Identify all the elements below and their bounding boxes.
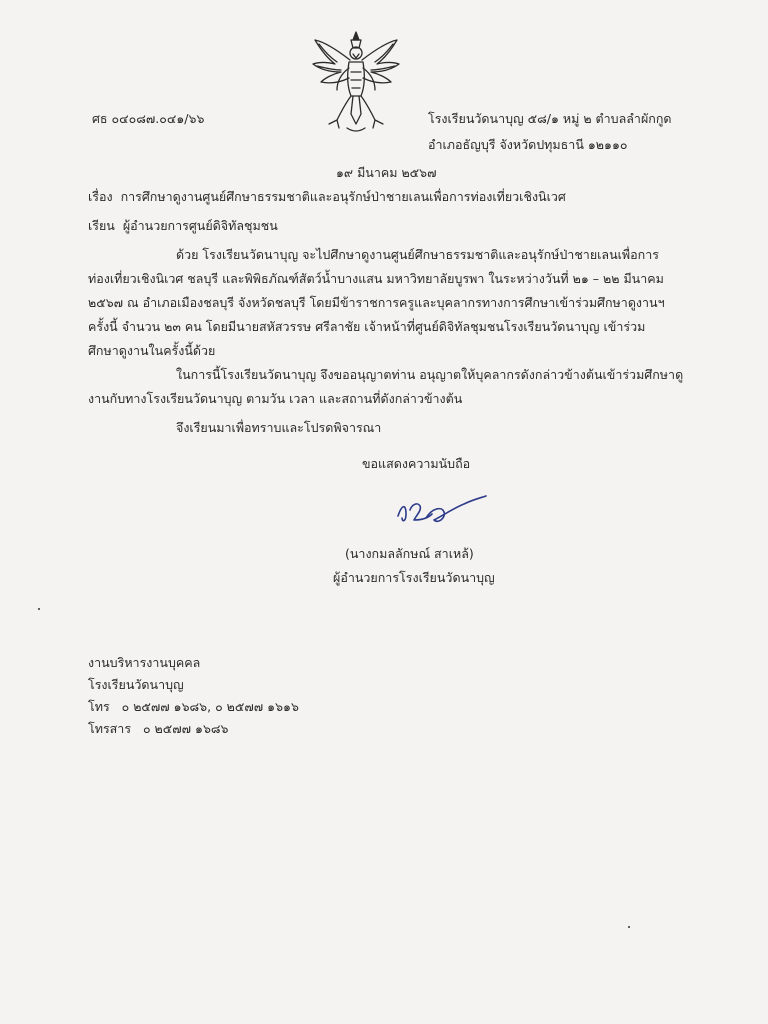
subject-label: เรื่อง: [88, 189, 113, 204]
recipient-line: [88, 217, 278, 235]
footer-fax: [88, 720, 228, 738]
body-paragraph1-line: ด้วย โรงเรียนวัดนาบุญ จะไปศึกษาดูงานศูนย์ศึกษาธรรมชาติและอนุรักษ์ป่าชายเลนเพื่อการ: [176, 247, 659, 262]
letter-date: ๑๙ มีนาคม ๒๕๖๗: [336, 165, 437, 180]
signer-name: (นางกมลลักษณ์ สาเหล้): [345, 546, 474, 561]
subject-line: [88, 188, 566, 206]
body-paragraph1-line: ศึกษาดูงานในครั้งนี้ด้วย: [88, 343, 216, 358]
telephone-number: ๐ ๒๕๗๗ ๑๖๘๖, ๐ ๒๕๗๗ ๑๖๑๖: [121, 699, 299, 714]
signer-position: ผู้อำนวยการโรงเรียนวัดนาบุญ: [333, 570, 495, 585]
body-paragraph1-line: ท่องเที่ยวเชิงนิเวศ ชลบุรี และพิพิธภัณฑ์สัตว์น้ำบางแสน มหาวิทยาลัยบูรพา ในระหว่างวันที่ ๒๑ – ๒๒ มีนาคม: [88, 271, 664, 286]
telephone-label: โทร: [88, 699, 110, 714]
handwritten-signature: [392, 490, 492, 530]
body-paragraph2-line: ในการนี้โรงเรียนวัดนาบุญ จึงขออนุญาตท่าน อนุญาตให้บุคลากรดังกล่าวข้างต้นเข้าร่วมศึกษาดู: [176, 367, 684, 382]
school-address-line1: โรงเรียนวัดนาบุญ ๕๘/๑ หมู่ ๒ ตำบลลำผักกูด: [428, 111, 672, 126]
closing-regards: ขอแสดงความนับถือ: [362, 456, 471, 471]
school-address-line2: อำเภอธัญบุรี จังหวัดปทุมธานี ๑๒๑๑๐: [428, 137, 628, 152]
footer-telephone: [88, 698, 299, 716]
subject-text: การศึกษาดูงานศูนย์ศึกษาธรรมชาติและอนุรักษ์ป่าชายเลนเพื่อการท่องเที่ยวเชิงนิเวศ: [120, 189, 566, 204]
footer-school: โรงเรียนวัดนาบุญ: [88, 677, 184, 692]
recipient-label: เรียน: [88, 218, 115, 233]
body-paragraph1-line: ครั้งนี้ จำนวน ๒๓ คน โดยมีนายสหัสวรรษ ศรีลาชัย เจ้าหน้าที่ศูนย์ดิจิทัลชุมชนโรงเรียนวัดนาบุญ เข้าร่วม: [88, 319, 646, 334]
body-paragraph3: จึงเรียนมาเพื่อทราบและโปรดพิจารณา: [176, 420, 382, 435]
recipient-text: ผู้อำนวยการศูนย์ดิจิทัลชุมชน: [122, 218, 278, 233]
body-paragraph1-line: ๒๕๖๗ ณ อำเภอเมืองชลบุรี จังหวัดชลบุรี โดยมีข้าราชการครูและบุคลากรทางการศึกษาเข้าร่วมศึกษาดูงานฯ: [88, 295, 665, 310]
fax-label: โทรสาร: [88, 721, 132, 736]
body-paragraph2-line: งานกับทางโรงเรียนวัดนาบุญ ตามวัน เวลา และสถานที่ดังกล่าวข้างต้น: [88, 391, 463, 406]
fax-number: ๐ ๒๕๗๗ ๑๖๘๖: [142, 721, 229, 736]
scan-speck: [38, 608, 40, 610]
scan-speck: [628, 926, 630, 928]
document-number: ศธ ๐๔๐๘๗.๐๔๑/๖๖: [92, 111, 205, 126]
garuda-emblem-icon: [307, 28, 405, 136]
footer-department: งานบริหารงานบุคคล: [88, 655, 201, 670]
